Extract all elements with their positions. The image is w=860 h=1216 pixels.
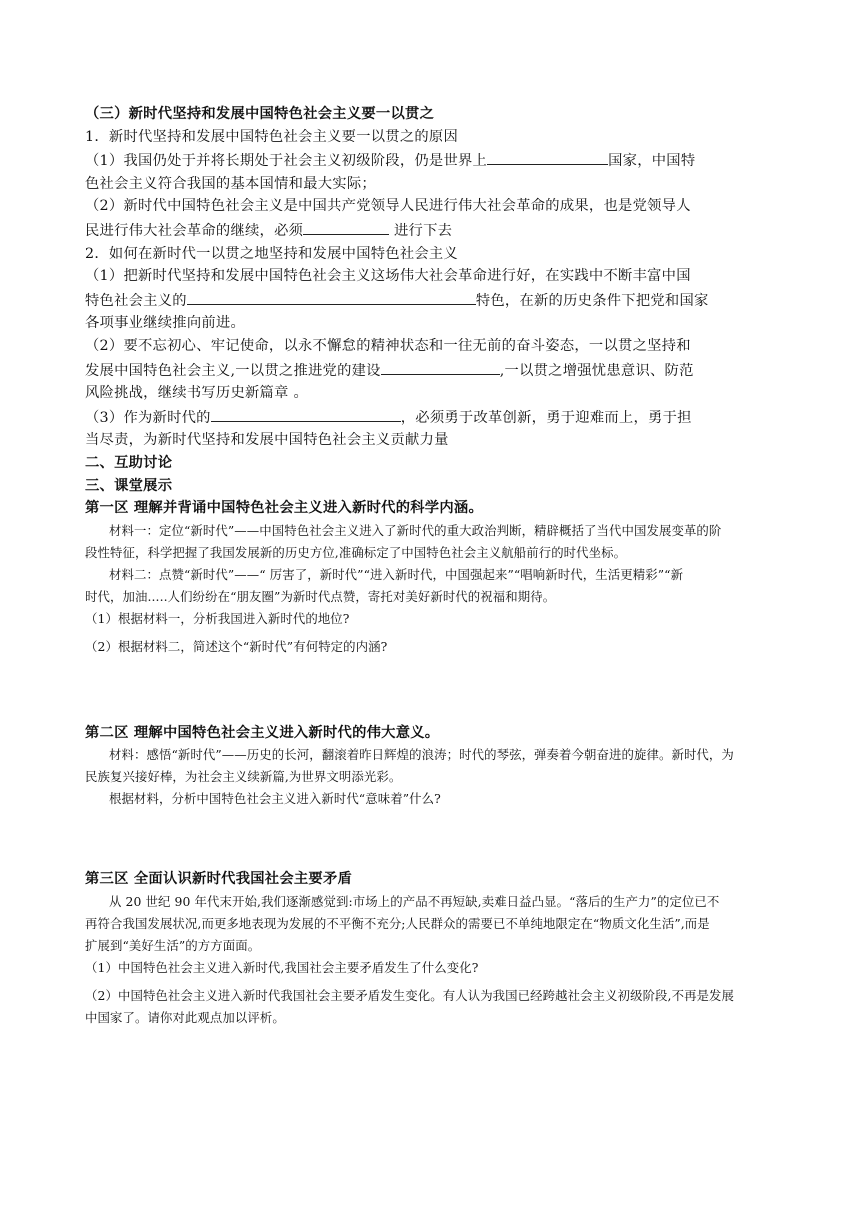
paragraph-line: 特色社会主义的 特色，在新的历史条件下把党和国家 <box>85 288 775 313</box>
point-title: 2．如何在新时代一以贯之地坚持和发展中国特色社会主义 <box>85 245 459 262</box>
material-line: 段性特征，科学把握了我国发展新的历史方位,准确标定了中国特色社会主义航船前行的时代坐标。 <box>85 544 627 560</box>
worksheet-page <box>85 103 775 1029</box>
part-heading: 三、课堂展示 <box>85 477 173 494</box>
material-line: 扩展到“美好生活”的方方面面。 <box>85 937 261 953</box>
answer-space[interactable] <box>85 658 775 722</box>
paragraph-line: 民进行伟大社会革命的继续，必须 进行下去 <box>85 218 775 243</box>
zone-heading: 第一区 理解并背诵中国特色社会主义进入新时代的科学内涵。 <box>85 500 483 517</box>
part-heading: 二、互助讨论 <box>85 454 173 471</box>
material-line: 材料二：点赞“新时代”——“ 厉害了，新时代”“进入新时代，中国强起来”“唱响新时代，生活更精彩”“新 <box>109 566 684 582</box>
zone-heading: 第三区 全面认识新时代我国社会主要矛盾 <box>85 871 353 888</box>
zone-heading: 第二区 理解中国特色社会主义进入新时代的伟大意义。 <box>85 724 440 741</box>
question-line: （2）中国特色社会主义进入新时代我国社会主要矛盾发生变化。有人认为我国已经跨越社会主义初级阶段,不再是发展 <box>85 987 735 1003</box>
paragraph-line: 当尽责，为新时代坚持和发展中国特色社会主义贡献力量 <box>85 432 449 449</box>
material-line: 民族复兴接好棒，为社会主义续新篇,为世界文明添光彩。 <box>85 769 402 785</box>
section-heading: （三）新时代坚持和发展中国特色社会主义要一以贯之 <box>85 106 435 122</box>
material-line: 再符合我国发展状况,而更多地表现为发展的不平衡不充分;人民群众的需要已不单纯地限定在“物质文化生活”,而是 <box>85 915 710 931</box>
question-line: 中国家了。请你对此观点加以评析。 <box>85 1009 285 1025</box>
fill-blank[interactable] <box>303 218 389 235</box>
material-line: 从 20 世纪 90 年代末开始,我们逐渐感觉到:市场上的产品不再短缺,卖难日益凸显。“落后的生产力”的定位已不 <box>109 893 720 909</box>
fill-blank[interactable] <box>487 148 608 165</box>
paragraph-line: （2）要不忘初心、牢记使命，以永不懈怠的精神状态和一往无前的奋斗姿态，一以贯之坚持和 <box>85 337 691 354</box>
paragraph-line: （1）把新时代坚持和发展中国特色社会主义这场伟大社会革命进行好，在实践中不断丰富中国 <box>85 268 691 285</box>
fill-blank[interactable] <box>381 358 500 375</box>
question-line: 根据材料，分析中国特色社会主义进入新时代“意味着”什么? <box>109 791 441 807</box>
paragraph-line: 风险挑战，继续书写历史新篇章 。 <box>85 385 308 402</box>
fill-blank[interactable] <box>187 288 476 305</box>
fill-blank[interactable] <box>211 405 401 422</box>
question-line: （1）中国特色社会主义进入新时代,我国社会主要矛盾发生了什么变化? <box>85 959 479 975</box>
paragraph-line: 色社会主义符合我国的基本国情和最大实际； <box>85 175 376 192</box>
paragraph-line: （1）我国仍处于并将长期处于社会主义初级阶段，仍是世界上 国家，中国特 <box>85 148 775 173</box>
question-line: （2）根据材料二，简述这个“新时代”有何特定的内涵? <box>85 638 388 654</box>
material-line: 材料：感悟“新时代”——历史的长河，翻滚着昨日辉煌的浪涛；时代的琴弦，弹奏着今朝奋进的旋律。新时代，为 <box>109 747 734 763</box>
question-line: （1）根据材料一，分析我国进入新时代的地位? <box>85 610 350 626</box>
paragraph-line: 发展中国特色社会主义,一以贯之推进党的建设 ,一以贯之增强忧患意识、防范 <box>85 358 775 383</box>
paragraph-line: （3）作为新时代的 ，必须勇于改革创新，勇于迎难而上，勇于担 <box>85 405 775 430</box>
material-line: 时代，加油.....人们纷纷在“朋友圈”为新时代点赞，寄托对美好新时代的祝福和期待。 <box>85 588 556 604</box>
paragraph-line: 各项事业继续推向前进。 <box>85 315 246 332</box>
point-title: 1．新时代坚持和发展中国特色社会主义要一以贯之的原因 <box>85 128 459 145</box>
material-line: 材料一：定位“新时代”——中国特色社会主义进入了新时代的重大政治判断，精辟概括了当代中国发展变革的阶 <box>109 522 722 538</box>
answer-space[interactable] <box>85 810 775 868</box>
paragraph-line: （2）新时代中国特色社会主义是中国共产党领导人民进行伟大社会革命的成果，也是党领导人 <box>85 198 691 215</box>
